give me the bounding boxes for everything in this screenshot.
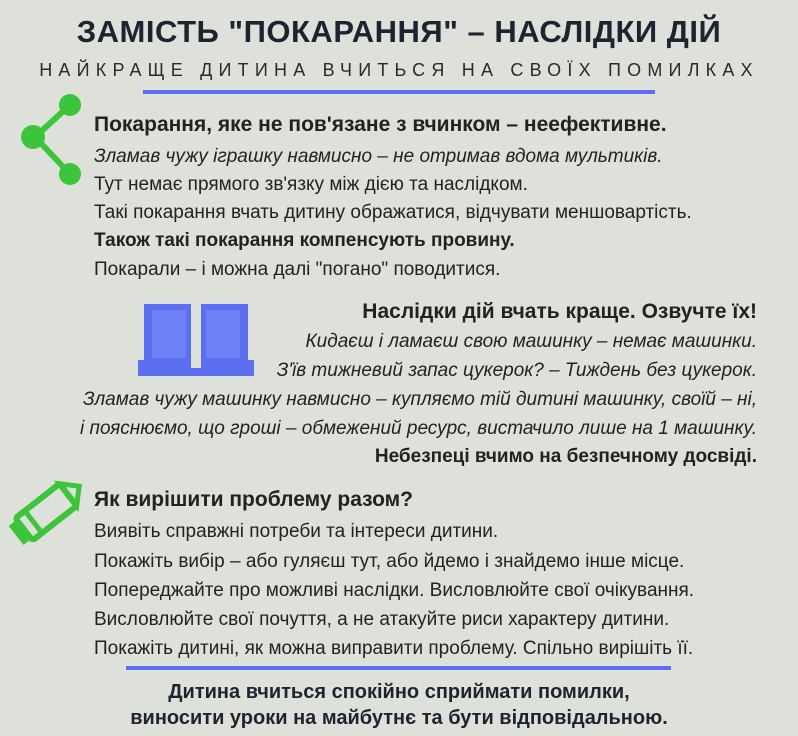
page-title: ЗАМІСТЬ "ПОКАРАННЯ" – НАСЛІДКИ ДІЙ: [76, 14, 722, 49]
section3-line3: Попереджайте про можливі наслідки. Висловлюйте свої очікування.: [94, 580, 695, 601]
section2-heading: Наслідки дій вчать краще. Озвучте їх!: [362, 300, 757, 323]
section2-line1: Кидаєш і ламаєш свою машинку – немає машинки.: [305, 331, 757, 352]
section2-line4: і пояснюємо, що гроші – обмежений ресурс, вистачило лише на 1 машинку.: [80, 418, 757, 439]
page-subtitle: НАЙКРАЩЕ ДИТИНА ВЧИТЬСЯ НА СВОЇХ ПОМИЛКАХ: [39, 60, 759, 80]
share-icon: [18, 92, 88, 188]
pencil-icon: [6, 472, 92, 550]
section3-line1: Виявіть справжні потреби та інтереси дитини.: [94, 521, 499, 542]
book-icon: [134, 298, 258, 380]
section3-line5: Покажіть дитині, як можна виправити проблему. Спільно вирішіть її.: [94, 638, 694, 659]
section2-line2: З'їв тижневий запас цукерок? – Тиждень без цукерок.: [276, 360, 757, 381]
section1-line2: Тут немає прямого зв'язку між дією та наслідком.: [94, 174, 528, 195]
section2-line3: Зламав чужу машинку навмисно – купляємо тій дитині машинку, своїй – ні,: [83, 389, 757, 410]
section3-line4: Висловлюйте свої почуття, а не атакуйте риси характеру дитини.: [94, 609, 670, 630]
section1-line5: Покарали – і можна далі "погано" поводитися.: [94, 259, 501, 280]
section2-line5: Небезпеці вчимо на безпечному досвіді.: [374, 446, 757, 467]
footer-line1: Дитина вчиться спокійно сприймати помилки,: [168, 681, 630, 703]
section3-line2: Покажіть вибір – або гуляєш тут, або йдемо і знайдемо інше місце.: [94, 551, 685, 572]
top-divider: [143, 90, 655, 94]
section1-line4: Також такі покарання компенсують провину.: [94, 230, 515, 251]
footer-line2: виносити уроки на майбутнє та бути відповідальною.: [130, 707, 668, 729]
section3-heading: Як вирішити проблему разом?: [94, 488, 413, 511]
section1-line3: Такі покарання вчать дитину ображатися, відчувати меншовартість.: [94, 202, 692, 223]
bottom-divider: [126, 666, 671, 670]
section1-heading: Покарання, яке не пов'язане з вчинком – неефективне.: [94, 113, 667, 136]
section1-line1: Зламав чужу іграшку навмисно – не отримав вдома мультиків.: [94, 146, 663, 167]
